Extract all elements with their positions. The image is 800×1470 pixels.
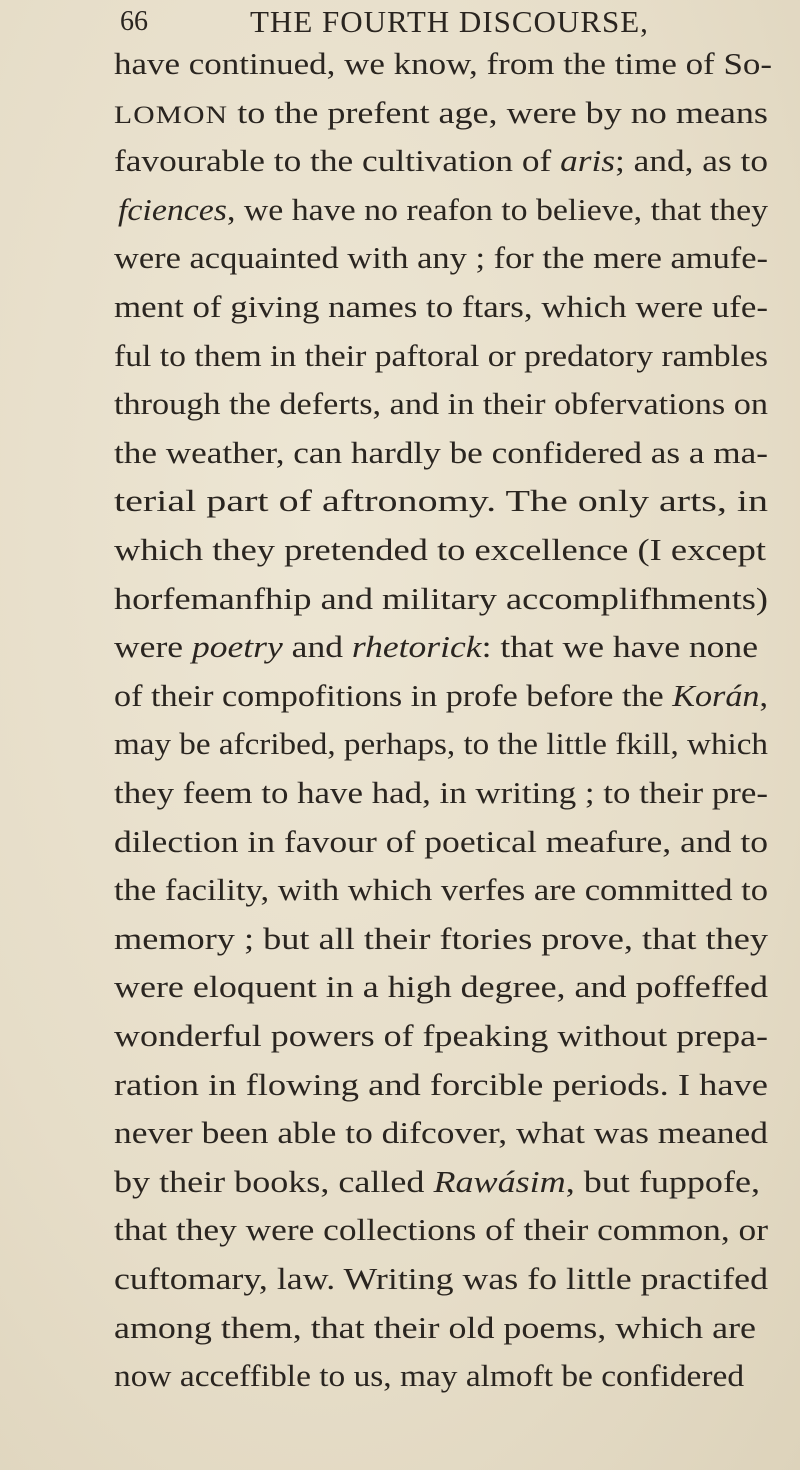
- text-segment: ; and, as to: [615, 143, 769, 179]
- text-line: [114, 1162, 760, 1202]
- text-segment: were eloquent in a high degree, and poffeffed: [114, 969, 769, 1005]
- text-segment: Rawásim: [433, 1163, 566, 1199]
- text-segment: , but fuppofe,: [565, 1163, 760, 1199]
- text-segment: favourable to the cultivation of: [114, 143, 561, 179]
- text-segment: and: [282, 629, 352, 665]
- text-line: [114, 384, 768, 424]
- text-segment: LOMON: [114, 100, 229, 129]
- text-segment: were acquainted with any ; for the mere amufe-: [114, 240, 769, 276]
- text-segment: dilection in favour of poetical meafure, and to: [114, 823, 769, 859]
- text-segment: among them, that their old poems, which are: [114, 1309, 757, 1345]
- text-line: [114, 1113, 768, 1153]
- text-line: [114, 1259, 768, 1299]
- text-segment: have continued, we know, from the time of So-: [114, 46, 773, 81]
- text-segment: rhetorick: [351, 629, 482, 665]
- text-segment: wonderful powers of fpeaking without prepa-: [114, 1018, 769, 1053]
- text-line: [114, 1016, 768, 1056]
- page-number: 66: [120, 6, 148, 37]
- text-line: [114, 724, 768, 764]
- text-segment: the facility, with which verfes are committed to: [114, 872, 768, 908]
- text-line: [114, 967, 768, 1007]
- text-line: [114, 579, 768, 619]
- text-line: [114, 287, 768, 327]
- text-line: [114, 93, 768, 135]
- text-segment: to the prefent age, were by no means: [228, 94, 768, 130]
- text-line: [114, 676, 768, 716]
- text-segment: poetry: [191, 629, 283, 665]
- text-line: [114, 336, 768, 376]
- text-line: [114, 433, 768, 473]
- text-line: [114, 44, 772, 84]
- text-segment: terial part of aftronomy. The only arts, in: [114, 483, 768, 519]
- text-segment: ful to them in their paftoral or predatory rambles: [114, 337, 768, 373]
- text-segment: of their compofitions in profe before the: [114, 677, 673, 713]
- text-line: [114, 870, 768, 910]
- text-segment: through the deferts, and in their obfervations on: [114, 386, 769, 422]
- text-line: [114, 773, 768, 813]
- text-segment: Korán: [672, 677, 760, 713]
- text-line: [114, 822, 768, 862]
- text-segment: which they pretended to excellence (I except: [114, 532, 767, 567]
- text-line: [118, 190, 768, 230]
- text-segment: aris: [560, 143, 616, 179]
- text-segment: may be afcribed, perhaps, to the little fkill, which: [114, 726, 768, 762]
- text-segment: ment of giving names to ftars, which were ufe-: [114, 289, 769, 324]
- text-line: [114, 1065, 768, 1105]
- text-segment: the weather, can hardly be confidered as a ma-: [114, 434, 769, 470]
- text-segment: were: [114, 629, 192, 665]
- text-line: [114, 919, 768, 959]
- text-segment: they feem to have had, in writing ; to their pre-: [114, 775, 769, 810]
- text-segment: now acceffible to us, may almoft be confidered: [114, 1358, 745, 1394]
- text-segment: by their books, called: [114, 1163, 434, 1199]
- text-segment: ration in flowing and forcible periods. I have: [114, 1066, 768, 1102]
- text-segment: never been able to difcover, what was meaned: [114, 1115, 768, 1151]
- text-line: [114, 1356, 744, 1396]
- text-segment: : that we have none: [481, 629, 758, 665]
- text-line: [114, 627, 758, 667]
- text-line: [114, 238, 768, 278]
- text-segment: horfemanfhip and military accomplifhments): [114, 580, 768, 616]
- text-segment: that they were collections of their common, or: [114, 1212, 768, 1248]
- text-line: [114, 1308, 756, 1348]
- header-title: THE FOURTH DISCOURSE,: [250, 4, 649, 39]
- running-head: [0, 0, 800, 50]
- text-segment: memory ; but all their ftories prove, that they: [114, 920, 768, 956]
- text-line: [114, 481, 768, 521]
- text-line: [114, 141, 768, 181]
- text-line: [114, 530, 766, 570]
- text-line: [114, 1210, 768, 1250]
- text-segment: cuftomary, law. Writing was fo little practifed: [114, 1261, 769, 1296]
- text-segment: ,: [759, 677, 768, 713]
- text-segment: fciences: [118, 191, 227, 227]
- text-segment: , we have no reafon to believe, that they: [226, 191, 769, 227]
